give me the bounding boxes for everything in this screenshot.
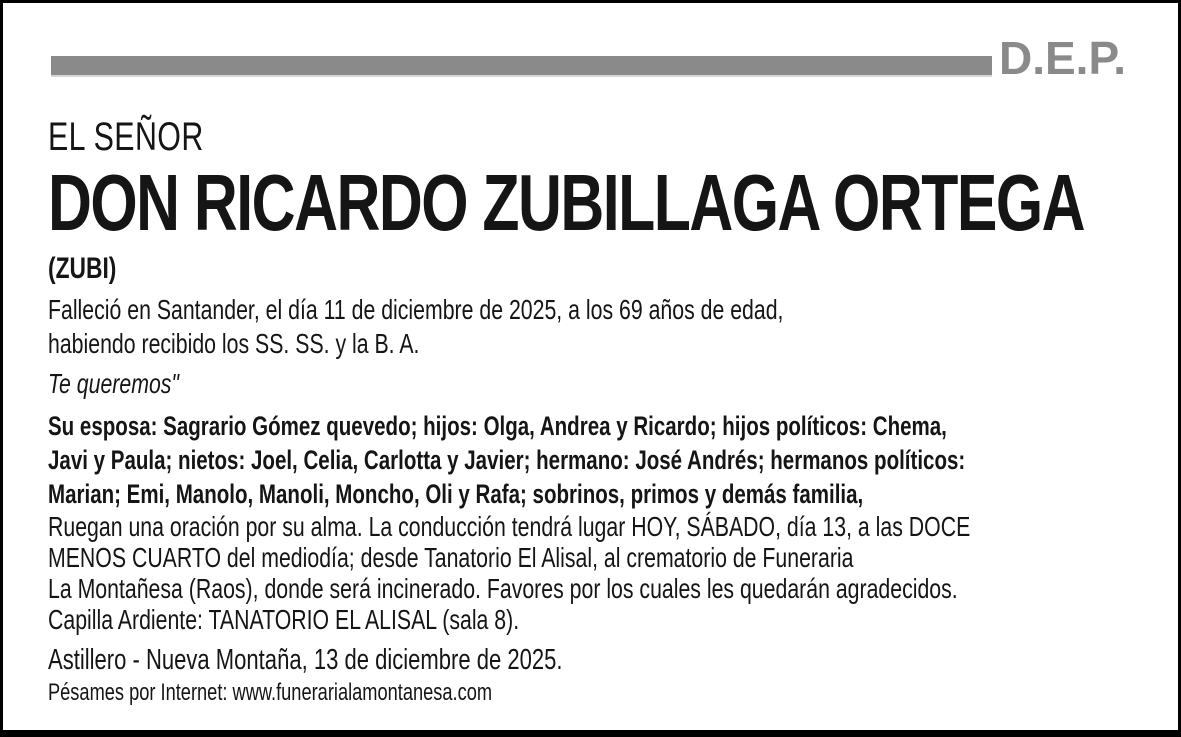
dep-label: D.E.P.	[999, 32, 1126, 84]
family-list	[48, 409, 965, 511]
funeral-announcement	[48, 511, 970, 635]
dedication-quote: Te queremos"	[48, 368, 179, 399]
funeral-announcement-line: MENOS CUARTO del mediodía; desde Tanatorio El Alisal, al crematorio de Funeraria	[48, 542, 854, 573]
deceased-name: DON RICARDO ZUBILLAGA ORTEGA	[48, 158, 1085, 247]
family-list-line: Su esposa: Sagrario Gómez quevedo; hijos: Olga, Andrea y Ricardo; hijos políticos: Chema,	[48, 411, 947, 441]
death-notice-line: Falleció en Santander, el día 11 de diciembre de 2025, a los 69 años de edad,	[48, 294, 784, 325]
salutation: EL SEÑOR	[48, 115, 204, 159]
funeral-announcement-line: La Montañesa (Raos), donde será incinerado. Favores por los cuales les quedarán agradecidos.	[48, 573, 958, 604]
nickname: (ZUBI)	[48, 252, 117, 285]
funeral-announcement-line: Ruegan una oración por su alma. La conducción tendrá lugar HOY, SÁBADO, día 13, a las DOCE	[48, 511, 971, 542]
death-notice	[48, 293, 783, 361]
family-list-line: Marian; Emi, Manolo, Manoli, Moncho, Oli y Rafa; sobrinos, primos y demás familia,	[48, 479, 864, 509]
funeral-announcement-line: Capilla Ardiente: TANATORIO EL ALISAL (sala 8).	[48, 604, 520, 635]
obituary-content	[48, 3, 1181, 737]
condolences-url: Pésames por Internet: www.funerarialamontanesa.com	[48, 679, 493, 706]
death-notice-line: habiendo recibido los SS. SS. y la B. A.	[48, 328, 420, 359]
place-date: Astillero - Nueva Montaña, 13 de diciembre de 2025.	[48, 644, 563, 676]
family-list-line: Javi y Paula; nietos: Joel, Celia, Carlotta y Javier; hermano: José Andrés; hermanos políticos:	[48, 445, 966, 475]
